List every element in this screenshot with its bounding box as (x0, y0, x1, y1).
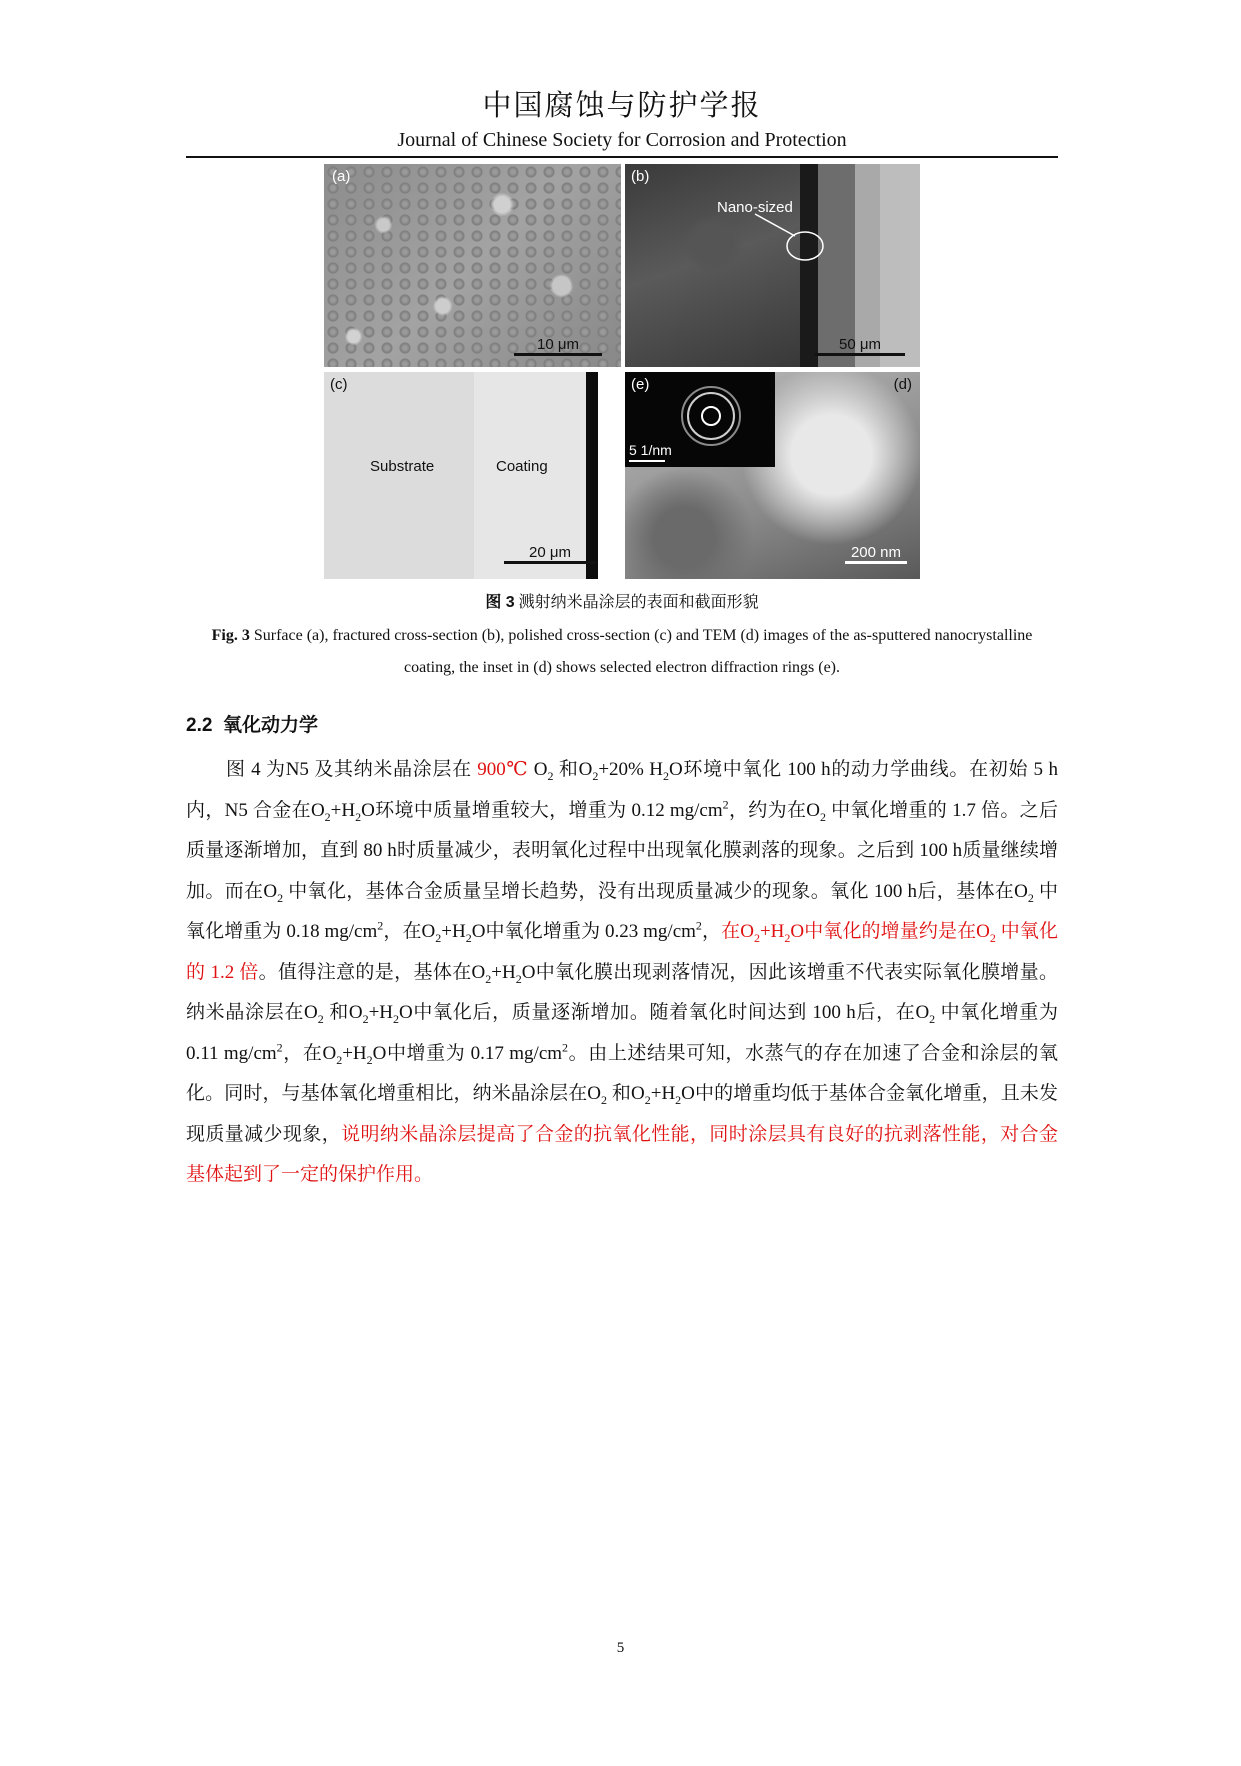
section-title: 氧化动力学 (222, 715, 318, 736)
panel-b-scalebar (815, 336, 905, 353)
figure-panel-b (625, 164, 920, 367)
inset-e-scale: 5 1/nm (629, 442, 672, 458)
panel-c-substrate-label: Substrate (370, 458, 435, 475)
section-number: 2.2 (186, 715, 213, 736)
journal-header (186, 86, 1058, 154)
figure-caption-cn (186, 589, 1058, 612)
panel-c-coating-label: Coating (496, 458, 548, 475)
panel-b-annotation: Nano-sized (717, 199, 793, 216)
inset-e-scale-line (629, 460, 665, 462)
panel-c-scale-text: 20 μm (529, 544, 571, 561)
header-rule (186, 156, 1058, 158)
panel-c-label: (c) (330, 376, 348, 393)
figure-caption-cn-prefix: 图 3 (485, 594, 515, 611)
diffraction-inset (625, 372, 775, 467)
panel-a-scale-text: 10 μm (537, 336, 579, 353)
section-heading (186, 710, 318, 737)
body-paragraph: 图 4 为N5 及其纳米晶涂层在 900℃ $O_2$ 和$O_2+20\%$ $H_2O$环境中氧化 100 h的动力学曲线。在初始 5 h内，N5 合金在$O_2+H_2O$环境中质量增重较大，增重为 0.12 $mg/cm^2$，约为在$O_2$ 中氧化增重的 1.7 倍。之后质量逐渐增加，直到 80 h时质量减少，表明氧化过程中出现氧化膜剥落的现象。之后到 100 h质量继续增加。而在$O_2$ 中氧化，基体合金质量呈增长趋势，没有出现质量减少的现象。氧化 100 h后，基体在$O_2$ 中氧化增重为 0.18 $mg/cm^2$，在$O_2+H_2O$中氧化增重为 0.23 $mg/cm^2$，在$O_2+H_2O$中氧化的增量约是在$O_2$ 中氧化的 1.2 倍。值得注意的是，基体在$O_2+H_2O$中氧化膜出现剥落情况，因此该增重不代表实际氧化膜增量。纳米晶涂层在$O_2$ 和$O_2+H_2O$中氧化后，质量逐渐增加。随着氧化时间达到 100 h后，在$O_2$ 中氧化增重为 0.11 $mg/cm^2$，在$O_2+H_2O$中增重为 0.17 $mg/cm^2$。由上述结果可知，水蒸气的存在加速了合金和涂层的氧化。同时，与基体氧化增重相比，纳米晶涂层在$O_2$ 和$O_2+H_2O$中的增重均低于基体合金氧化增重，且未发现质量减少现象，说明纳米晶涂层提高了合金的抗氧化性能，同时涂层具有良好的抗剥落性能，对合金基体起到了一定的保护作用。 (186, 759, 1058, 1185)
panel-d-scalebar (845, 544, 907, 561)
panel-b-scale-text: 50 μm (839, 336, 881, 353)
panel-a-label: (a) (332, 168, 351, 185)
figure-panel-d (625, 372, 920, 579)
panel-d-scale-text: 200 nm (850, 544, 902, 561)
journal-title-en: Journal of Chinese Society for Corrosion and Protection (397, 129, 847, 151)
figure-panel-c (324, 372, 621, 579)
figure-panel-a (324, 164, 621, 367)
journal-title-cn: 中国腐蚀与防护学报 (482, 90, 762, 122)
panel-a-scalebar (514, 336, 602, 353)
figure-caption-en (196, 620, 1048, 684)
page-number: 5 (616, 1640, 625, 1656)
figure-caption-cn-text: 溅射纳米晶涂层的表面和截面形貌 (518, 594, 759, 611)
panel-d-label: (d) (893, 376, 912, 393)
panel-b-label: (b) (631, 168, 650, 185)
inset-e-label: (e) (631, 376, 650, 393)
panel-c-scalebar (504, 544, 596, 561)
figure-caption-en-text: Surface (a), fractured cross-section (b), polished cross-section (c) and TEM (d) images of the as-sputtered nanocrystalline coating, the inset in (d) shows selected electron diffraction rings (e). (253, 627, 1033, 676)
figure-caption-en-prefix: Fig. 3 (211, 627, 250, 644)
